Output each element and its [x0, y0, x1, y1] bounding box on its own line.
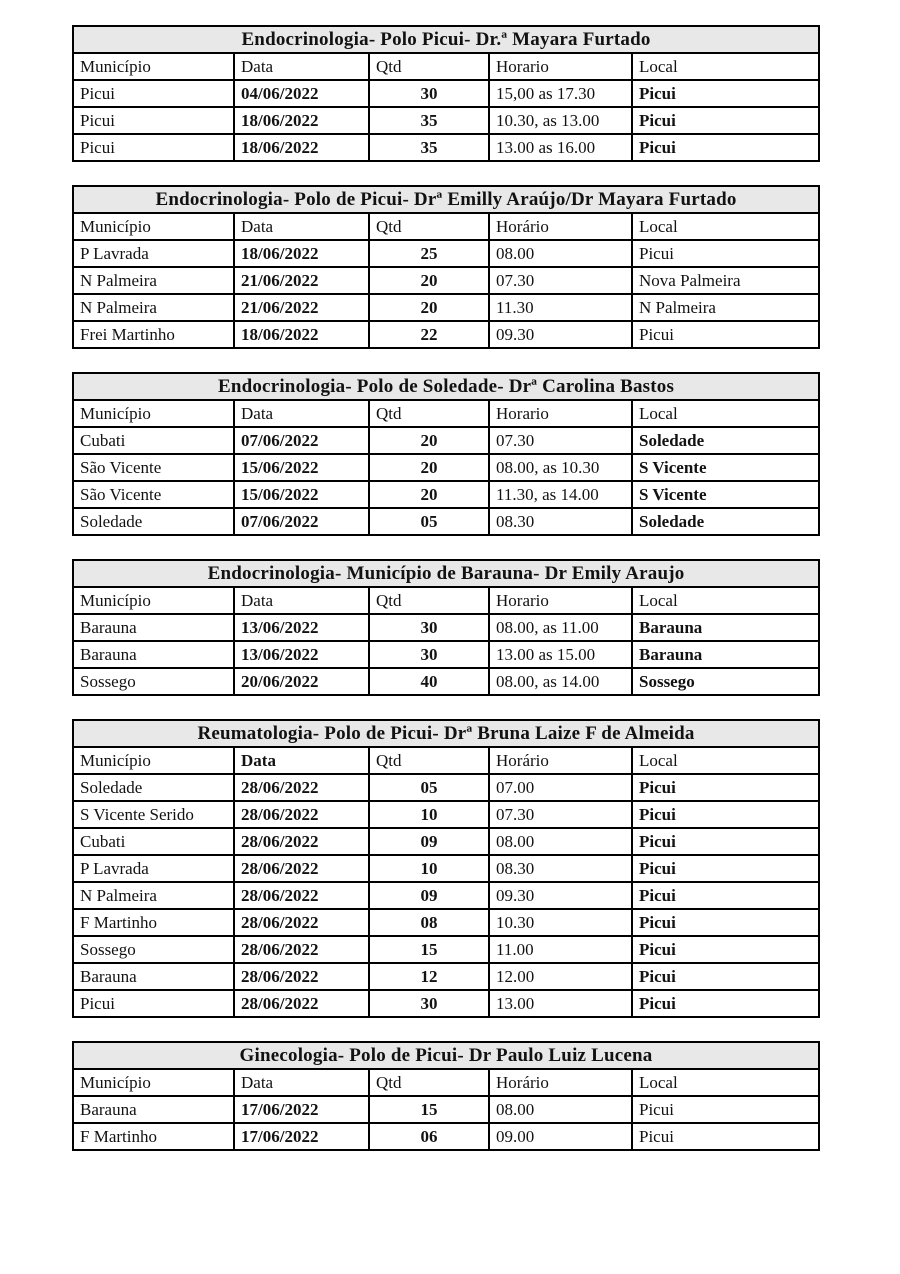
table-row [73, 134, 819, 161]
cell-municipio: Sossego [73, 668, 234, 695]
cell-municipio: Cubati [73, 828, 234, 855]
cell-municipio: Soledade [73, 508, 234, 535]
cell-horario: 08.00 [489, 1096, 632, 1123]
cell-horario: 08.00 [489, 828, 632, 855]
cell-qtd: 35 [369, 107, 489, 134]
cell-municipio: Soledade [73, 774, 234, 801]
cell-municipio: Barauna [73, 963, 234, 990]
table-row [73, 936, 819, 963]
cell-local: Picui [632, 1123, 819, 1150]
cell-municipio: Barauna [73, 1096, 234, 1123]
cell-qtd: 08 [369, 909, 489, 936]
table-row [73, 963, 819, 990]
cell-local: Picui [632, 936, 819, 963]
cell-horario: 08.00, as 11.00 [489, 614, 632, 641]
table-row [73, 80, 819, 107]
column-header-qtd: Qtd [369, 747, 489, 774]
column-header-local: Local [632, 213, 819, 240]
cell-qtd: 09 [369, 882, 489, 909]
cell-horario: 08.00, as 10.30 [489, 454, 632, 481]
cell-qtd: 40 [369, 668, 489, 695]
cell-municipio: Cubati [73, 427, 234, 454]
column-header-horario: Horario [489, 400, 632, 427]
cell-horario: 08.30 [489, 508, 632, 535]
column-header-local: Local [632, 747, 819, 774]
cell-local: Picui [632, 1096, 819, 1123]
cell-local: Picui [632, 828, 819, 855]
column-header-data: Data [234, 1069, 369, 1096]
cell-qtd: 20 [369, 427, 489, 454]
cell-municipio: Barauna [73, 614, 234, 641]
cell-qtd: 20 [369, 454, 489, 481]
cell-municipio: S Vicente Serido [73, 801, 234, 828]
column-header-municipio: Município [73, 1069, 234, 1096]
cell-municipio: Sossego [73, 936, 234, 963]
table-row [73, 294, 819, 321]
column-header-horario: Horário [489, 213, 632, 240]
cell-horario: 11.30 [489, 294, 632, 321]
column-header-municipio: Município [73, 400, 234, 427]
cell-horario: 07.30 [489, 801, 632, 828]
column-header-row [73, 1069, 819, 1096]
cell-local: Picui [632, 240, 819, 267]
table-row [73, 801, 819, 828]
column-header-local: Local [632, 1069, 819, 1096]
table-row [73, 774, 819, 801]
cell-data: 21/06/2022 [234, 267, 369, 294]
cell-qtd: 10 [369, 801, 489, 828]
column-header-data: Data [234, 53, 369, 80]
cell-data: 13/06/2022 [234, 641, 369, 668]
cell-municipio: São Vicente [73, 481, 234, 508]
table-row [73, 614, 819, 641]
column-header-qtd: Qtd [369, 400, 489, 427]
cell-local: Picui [632, 882, 819, 909]
cell-local: Sossego [632, 668, 819, 695]
table-title: Endocrinologia- Município de Barauna- Dr Emily Araujo [73, 560, 819, 587]
cell-horario: 07.30 [489, 267, 632, 294]
cell-local: Nova Palmeira [632, 267, 819, 294]
cell-qtd: 35 [369, 134, 489, 161]
cell-qtd: 22 [369, 321, 489, 348]
column-header-municipio: Município [73, 213, 234, 240]
cell-qtd: 20 [369, 267, 489, 294]
cell-qtd: 20 [369, 481, 489, 508]
cell-municipio: Frei Martinho [73, 321, 234, 348]
table-row [73, 107, 819, 134]
cell-data: 18/06/2022 [234, 134, 369, 161]
cell-local: Barauna [632, 614, 819, 641]
column-header-horario: Horário [489, 1069, 632, 1096]
cell-data: 15/06/2022 [234, 454, 369, 481]
table-title-row [73, 720, 819, 747]
cell-data: 20/06/2022 [234, 668, 369, 695]
cell-municipio: Picui [73, 107, 234, 134]
cell-horario: 08.00 [489, 240, 632, 267]
table-title: Reumatologia- Polo de Picui- Drª Bruna Laize F de Almeida [73, 720, 819, 747]
table-title: Endocrinologia- Polo de Soledade- Drª Carolina Bastos [73, 373, 819, 400]
cell-data: 13/06/2022 [234, 614, 369, 641]
cell-horario: 09.30 [489, 882, 632, 909]
cell-local: Soledade [632, 508, 819, 535]
column-header-municipio: Município [73, 587, 234, 614]
cell-data: 07/06/2022 [234, 427, 369, 454]
cell-data: 17/06/2022 [234, 1096, 369, 1123]
table-row [73, 454, 819, 481]
table-row [73, 481, 819, 508]
cell-data: 28/06/2022 [234, 828, 369, 855]
column-header-municipio: Município [73, 747, 234, 774]
column-header-row [73, 587, 819, 614]
cell-municipio: N Palmeira [73, 294, 234, 321]
cell-local: Picui [632, 909, 819, 936]
cell-qtd: 30 [369, 614, 489, 641]
cell-horario: 10.30 [489, 909, 632, 936]
cell-local: Picui [632, 801, 819, 828]
table-row [73, 1096, 819, 1123]
cell-horario: 15,00 as 17.30 [489, 80, 632, 107]
cell-municipio: N Palmeira [73, 882, 234, 909]
column-header-horario: Horario [489, 587, 632, 614]
table-title-row [73, 373, 819, 400]
column-header-row [73, 400, 819, 427]
cell-horario: 10.30, as 13.00 [489, 107, 632, 134]
cell-qtd: 10 [369, 855, 489, 882]
table-title-row [73, 560, 819, 587]
cell-local: Picui [632, 855, 819, 882]
cell-municipio: P Lavrada [73, 240, 234, 267]
cell-qtd: 25 [369, 240, 489, 267]
cell-horario: 11.30, as 14.00 [489, 481, 632, 508]
cell-local: Picui [632, 990, 819, 1017]
cell-horario: 11.00 [489, 936, 632, 963]
table-title: Ginecologia- Polo de Picui- Dr Paulo Luiz Lucena [73, 1042, 819, 1069]
cell-municipio: Picui [73, 990, 234, 1017]
cell-data: 28/06/2022 [234, 936, 369, 963]
schedule-table [72, 185, 820, 349]
cell-municipio: Picui [73, 134, 234, 161]
cell-data: 18/06/2022 [234, 321, 369, 348]
cell-horario: 08.00, as 14.00 [489, 668, 632, 695]
cell-local: Picui [632, 80, 819, 107]
cell-horario: 07.00 [489, 774, 632, 801]
column-header-data: Data [234, 400, 369, 427]
cell-horario: 13.00 as 15.00 [489, 641, 632, 668]
table-row [73, 828, 819, 855]
cell-data: 28/06/2022 [234, 909, 369, 936]
cell-data: 28/06/2022 [234, 963, 369, 990]
schedule-table [72, 559, 820, 696]
cell-horario: 13.00 as 16.00 [489, 134, 632, 161]
column-header-data: Data [234, 213, 369, 240]
cell-data: 17/06/2022 [234, 1123, 369, 1150]
cell-local: Soledade [632, 427, 819, 454]
cell-qtd: 05 [369, 508, 489, 535]
table-row [73, 267, 819, 294]
table-row [73, 641, 819, 668]
schedule-table [72, 25, 820, 162]
column-header-local: Local [632, 400, 819, 427]
cell-municipio: Barauna [73, 641, 234, 668]
column-header-row [73, 747, 819, 774]
schedule-table [72, 1041, 820, 1151]
table-row [73, 882, 819, 909]
table-row [73, 1123, 819, 1150]
table-title-row [73, 186, 819, 213]
cell-municipio: N Palmeira [73, 267, 234, 294]
table-row [73, 427, 819, 454]
cell-data: 28/06/2022 [234, 990, 369, 1017]
cell-local: Picui [632, 321, 819, 348]
table-row [73, 990, 819, 1017]
cell-qtd: 20 [369, 294, 489, 321]
column-header-qtd: Qtd [369, 587, 489, 614]
table-row [73, 668, 819, 695]
cell-local: Picui [632, 774, 819, 801]
cell-data: 28/06/2022 [234, 801, 369, 828]
cell-qtd: 30 [369, 990, 489, 1017]
schedule-table [72, 372, 820, 536]
cell-data: 15/06/2022 [234, 481, 369, 508]
cell-local: Picui [632, 134, 819, 161]
cell-data: 18/06/2022 [234, 107, 369, 134]
schedule-table [72, 719, 820, 1018]
column-header-municipio: Município [73, 53, 234, 80]
cell-municipio: Picui [73, 80, 234, 107]
cell-local: N Palmeira [632, 294, 819, 321]
cell-municipio: F Martinho [73, 909, 234, 936]
table-row [73, 508, 819, 535]
table-title: Endocrinologia- Polo Picui- Dr.ª Mayara Furtado [73, 26, 819, 53]
cell-qtd: 15 [369, 936, 489, 963]
cell-data: 07/06/2022 [234, 508, 369, 535]
cell-municipio: São Vicente [73, 454, 234, 481]
cell-horario: 09.00 [489, 1123, 632, 1150]
cell-data: 04/06/2022 [234, 80, 369, 107]
column-header-qtd: Qtd [369, 53, 489, 80]
cell-municipio: F Martinho [73, 1123, 234, 1150]
cell-horario: 13.00 [489, 990, 632, 1017]
schedule-tables-container [72, 25, 900, 1151]
cell-data: 28/06/2022 [234, 855, 369, 882]
column-header-horario: Horario [489, 53, 632, 80]
table-row [73, 909, 819, 936]
column-header-qtd: Qtd [369, 213, 489, 240]
column-header-local: Local [632, 587, 819, 614]
cell-local: S Vicente [632, 481, 819, 508]
cell-qtd: 09 [369, 828, 489, 855]
cell-data: 18/06/2022 [234, 240, 369, 267]
cell-local: S Vicente [632, 454, 819, 481]
column-header-data: Data [234, 587, 369, 614]
cell-qtd: 06 [369, 1123, 489, 1150]
cell-local: Picui [632, 963, 819, 990]
cell-local: Barauna [632, 641, 819, 668]
cell-municipio: P Lavrada [73, 855, 234, 882]
cell-qtd: 05 [369, 774, 489, 801]
column-header-local: Local [632, 53, 819, 80]
cell-qtd: 30 [369, 80, 489, 107]
cell-qtd: 12 [369, 963, 489, 990]
column-header-horario: Horário [489, 747, 632, 774]
cell-qtd: 30 [369, 641, 489, 668]
column-header-row [73, 53, 819, 80]
table-row [73, 321, 819, 348]
table-title-row [73, 1042, 819, 1069]
cell-horario: 09.30 [489, 321, 632, 348]
column-header-data: Data [234, 747, 369, 774]
table-row [73, 855, 819, 882]
column-header-qtd: Qtd [369, 1069, 489, 1096]
cell-data: 21/06/2022 [234, 294, 369, 321]
table-row [73, 240, 819, 267]
cell-data: 28/06/2022 [234, 882, 369, 909]
cell-horario: 07.30 [489, 427, 632, 454]
cell-horario: 08.30 [489, 855, 632, 882]
cell-data: 28/06/2022 [234, 774, 369, 801]
table-title: Endocrinologia- Polo de Picui- Drª Emilly Araújo/Dr Mayara Furtado [73, 186, 819, 213]
cell-local: Picui [632, 107, 819, 134]
column-header-row [73, 213, 819, 240]
table-title-row [73, 26, 819, 53]
cell-horario: 12.00 [489, 963, 632, 990]
cell-qtd: 15 [369, 1096, 489, 1123]
